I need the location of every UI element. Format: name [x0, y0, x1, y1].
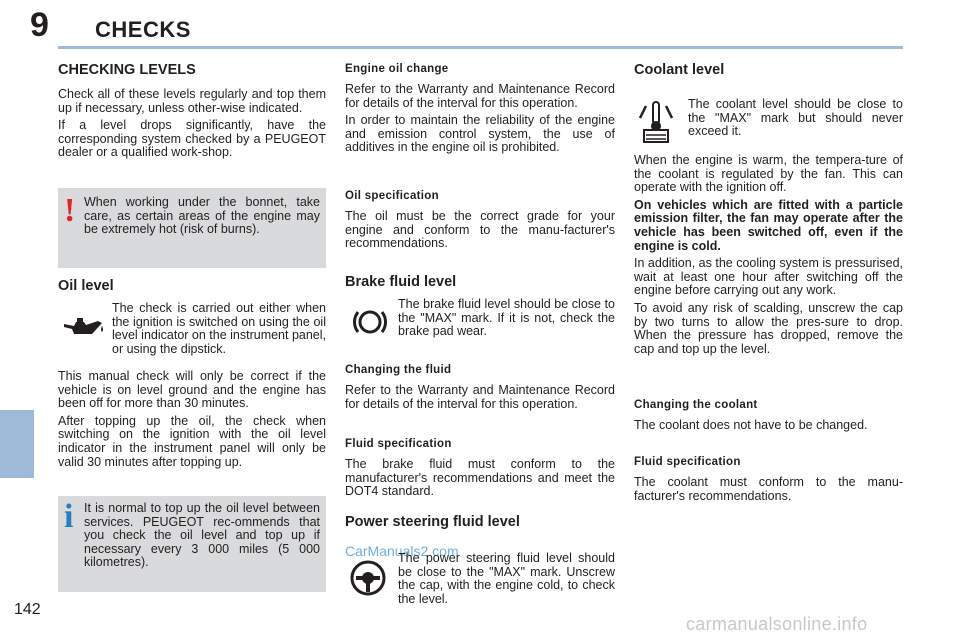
oil-paragraph-3: After topping up the oil, the check when switching on the ignition with the oil level indicator in the instrument panel will only be valid 30 minutes after topping up.: [58, 413, 326, 469]
intro-paragraph-2: If a level drops significantly, have the corresponding system checked by a PEUGEOT dealer or a qualified work-shop.: [58, 118, 326, 160]
warning-box: [58, 188, 326, 268]
oil-can-icon: [60, 314, 106, 340]
coolant-paragraph-1: The coolant level should be close to the "MAX" mark but should never exceed it.: [688, 97, 903, 139]
engine-oil-change-title: Engine oil change: [345, 63, 449, 75]
coolant-spec-title: Fluid specification: [634, 456, 741, 468]
warning-text: When working under the bonnet, take care, as certain areas of the engine may be extremely hot (risk of burns).: [84, 195, 320, 237]
footer-watermark: carmanualsonline.info: [686, 614, 868, 634]
intro-paragraph-1: Check all of these levels regularly and top them up if necessary, unless other-wise indicated.: [58, 87, 326, 115]
warning-exclamation-icon: !: [64, 192, 76, 229]
chapter-title: CHECKS: [95, 17, 191, 42]
oil-change-paragraph-2: In order to maintain the reliability of the engine and emission control system, the use of additives in the engine oil is prohibited.: [345, 113, 615, 155]
info-box: [58, 496, 326, 592]
power-steering-paragraph: The power steering fluid level should be close to the "MAX" mark. Unscrew the cap, with the engine cold, to check the level.: [398, 551, 615, 606]
power-steering-title: Power steering fluid level: [345, 514, 520, 530]
chapter-number: 9: [30, 6, 49, 44]
section-title-checking-levels: CHECKING LEVELS: [58, 62, 196, 78]
coolant-paragraph-2: When the engine is warm, the tempera-ture of the coolant is regulated by the fan. This can operate with the ignition off.: [634, 153, 903, 195]
oil-change-paragraph-1: Refer to the Warranty and Maintenance Record for details of the interval for this operation.: [345, 82, 615, 110]
brake-paragraph: The brake fluid level should be close to the "MAX" mark. If it is not, check the brake pad wear.: [398, 297, 615, 339]
oil-level-title: Oil level: [58, 278, 114, 294]
changing-coolant-title: Changing the coolant: [634, 399, 758, 411]
oil-spec-paragraph: The oil must be the correct grade for your engine and conform to the manu-facturer's recommendations.: [345, 209, 615, 251]
oil-paragraph-1: The check is carried out either when the ignition is switched on using the oil level indicator on the instrument panel, or using the dipstick.: [112, 301, 327, 356]
brake-fluid-title: Brake fluid level: [345, 274, 457, 290]
coolant-paragraph-4: To avoid any risk of scalding, unscrew the cap by two turns to allow the pres-sure to drop. When the pressure has dropped, remove the cap and top up the level.: [634, 300, 903, 356]
page-number: 142: [14, 601, 41, 618]
brake-fluid-spec-title: Fluid specification: [345, 438, 452, 450]
coolant-level-title: Coolant level: [634, 62, 725, 78]
coolant-paragraph-3: In addition, as the cooling system is pressurised, wait at least one hour after switching off the engine before carrying out any work.: [634, 256, 903, 298]
info-text: It is normal to top up the oil level between services. PEUGEOT rec-ommends that you check the oil level and top up if necessary every 3 000 miles (5 000 kilometres).: [84, 501, 320, 570]
steering-wheel-icon: [348, 558, 388, 598]
brake-fluid-spec-paragraph: The brake fluid must conform to the manufacturer's recommendations and meet the DOT4 standard.: [345, 457, 615, 499]
intro-text: [58, 88, 326, 164]
coolant-temperature-icon: [636, 100, 676, 144]
coolant-bold-paragraph: On vehicles which are fitted with a particle emission filter, the fan may operate after the vehicle has been switched off, even if the engine is cold.: [634, 197, 903, 253]
changing-coolant-paragraph: The coolant does not have to be changed.: [634, 418, 868, 432]
header-rule: [58, 46, 903, 49]
coolant-spec-paragraph: The coolant must conform to the manu-facturer's recommendations.: [634, 475, 903, 503]
brake-warning-icon: [352, 304, 388, 340]
oil-paragraph-2: This manual check will only be correct if the vehicle is on level ground and the engine has been off for more than 30 minutes.: [58, 369, 326, 411]
changing-fluid-title: Changing the fluid: [345, 364, 452, 376]
oil-spec-title: Oil specification: [345, 190, 439, 202]
inline-watermark: CarManuals2.com: [345, 543, 459, 559]
chapter-side-tab: [0, 410, 34, 478]
info-i-icon: i: [64, 498, 74, 535]
changing-fluid-paragraph: Refer to the Warranty and Maintenance Record for details of the interval for this operation.: [345, 383, 615, 411]
